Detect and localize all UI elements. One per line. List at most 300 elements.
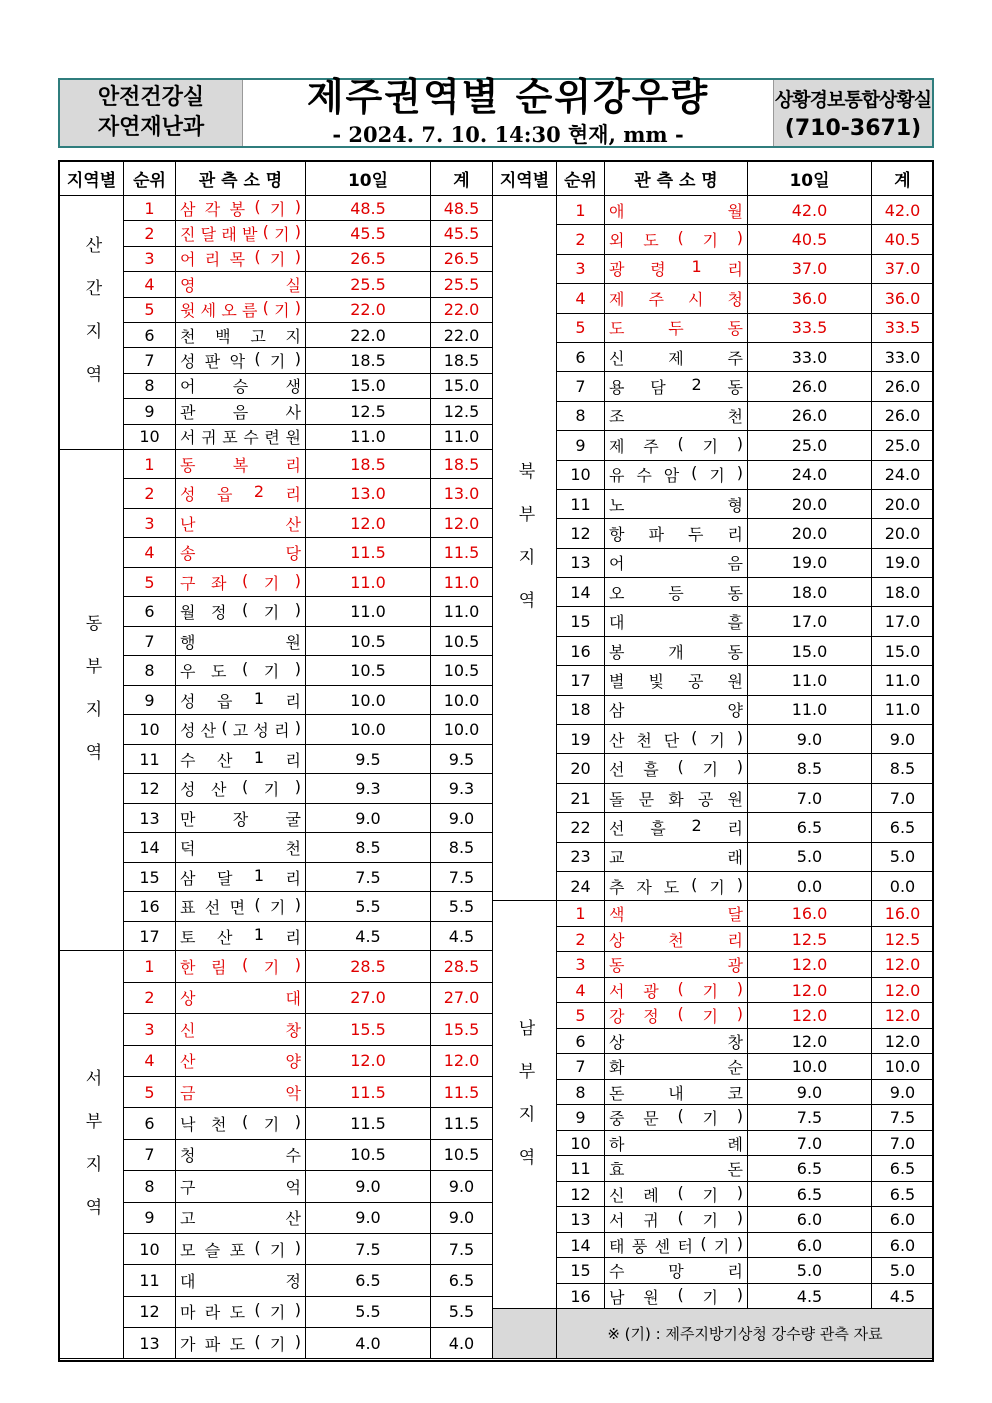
total-rainfall: 12.0 (872, 1003, 934, 1029)
total-rainfall: 26.0 (872, 372, 934, 401)
note-spacer (493, 1309, 557, 1359)
total-header: 계 (872, 162, 934, 196)
total-rainfall: 11.5 (431, 538, 493, 568)
day-rainfall: 17.0 (748, 607, 872, 636)
table-row (60, 833, 493, 863)
station-name: 돈 내 코 (605, 1079, 748, 1105)
day-rainfall: 5.0 (748, 842, 872, 871)
department-line2: 자연재난과 (97, 115, 205, 140)
total-rainfall: 4.0 (431, 1328, 493, 1359)
rank: 23 (557, 842, 605, 871)
table-row (60, 892, 493, 922)
table-row (493, 225, 934, 254)
total-rainfall: 12.0 (872, 952, 934, 978)
table-row (493, 548, 934, 577)
total-rainfall: 8.5 (431, 833, 493, 863)
table-row (493, 431, 934, 460)
station-name: 천 백 고 지 (176, 322, 306, 347)
table-row (493, 695, 934, 724)
day-rainfall: 12.0 (748, 1028, 872, 1054)
total-rainfall: 5.5 (431, 1296, 493, 1327)
total-rainfall: 15.0 (431, 373, 493, 398)
station-name: 하 례 (605, 1130, 748, 1156)
table-row (60, 685, 493, 715)
total-rainfall: 12.5 (431, 399, 493, 424)
day-rainfall: 5.5 (306, 892, 431, 922)
total-rainfall: 17.0 (872, 607, 934, 636)
rank: 12 (557, 1181, 605, 1207)
rank: 15 (124, 862, 176, 892)
rank: 11 (557, 489, 605, 518)
table-row (493, 636, 934, 665)
total-rainfall: 10.0 (431, 715, 493, 745)
day-rainfall: 26.0 (748, 372, 872, 401)
station-name: 토 산 1 리 (176, 921, 306, 951)
day-rainfall: 45.5 (306, 221, 431, 246)
station-name: 화 순 (605, 1054, 748, 1080)
station-name: 신 창 (176, 1014, 306, 1045)
station-name: 성 산 ( 고 성 리 ) (176, 715, 306, 745)
day-rainfall: 22.0 (306, 322, 431, 347)
rank: 4 (124, 538, 176, 568)
total-rainfall: 40.5 (872, 225, 934, 254)
table-row (60, 297, 493, 322)
day-rainfall: 24.0 (748, 460, 872, 489)
station-name: 산 천 단 ( 기 ) (605, 725, 748, 754)
day-rainfall: 5.0 (748, 1258, 872, 1284)
total-rainfall: 15.0 (872, 636, 934, 665)
table-row (60, 626, 493, 656)
day-rainfall: 12.5 (748, 926, 872, 952)
table-row (60, 803, 493, 833)
rank-header: 순위 (124, 162, 176, 196)
table-row (60, 1139, 493, 1170)
total-rainfall: 18.5 (431, 348, 493, 373)
rank: 1 (557, 196, 605, 225)
day-rainfall: 25.0 (748, 431, 872, 460)
total-rainfall: 12.0 (431, 1045, 493, 1076)
table-row (60, 744, 493, 774)
day-rainfall: 11.0 (306, 567, 431, 597)
day-rainfall: 7.5 (306, 1233, 431, 1264)
rank: 8 (557, 1079, 605, 1105)
day-rainfall: 15.0 (748, 636, 872, 665)
table-row (493, 1028, 934, 1054)
table-row (493, 901, 934, 927)
table-row (493, 666, 934, 695)
total-rainfall: 18.5 (431, 449, 493, 479)
rank: 10 (124, 424, 176, 449)
station-name: 상 천 리 (605, 926, 748, 952)
rank: 12 (124, 1296, 176, 1327)
day-rainfall: 22.0 (306, 297, 431, 322)
table-row (493, 926, 934, 952)
total-rainfall: 7.0 (872, 783, 934, 812)
day-rainfall: 15.0 (306, 373, 431, 398)
station-header: 관 측 소 명 (605, 162, 748, 196)
total-rainfall: 18.0 (872, 578, 934, 607)
station-name: 마 라 도 ( 기 ) (176, 1296, 306, 1327)
day-rainfall: 28.5 (306, 951, 431, 982)
rainfall-table-right (492, 161, 934, 1359)
rank: 16 (557, 636, 605, 665)
station-name: 색 달 (605, 901, 748, 927)
rank: 7 (124, 626, 176, 656)
total-rainfall: 45.5 (431, 221, 493, 246)
rank: 21 (557, 783, 605, 812)
table-row (493, 1283, 934, 1309)
rank: 2 (557, 225, 605, 254)
table-row (493, 342, 934, 371)
rank: 4 (124, 1045, 176, 1076)
total-rainfall: 12.5 (872, 926, 934, 952)
table-row (493, 578, 934, 607)
table-row (60, 656, 493, 686)
rank: 9 (124, 685, 176, 715)
table-row (493, 489, 934, 518)
total-rainfall: 6.0 (872, 1207, 934, 1233)
day-rainfall: 4.0 (306, 1328, 431, 1359)
total-rainfall: 12.0 (431, 508, 493, 538)
station-name: 청 수 (176, 1139, 306, 1170)
day-rainfall: 8.5 (306, 833, 431, 863)
day-rainfall: 10.5 (306, 656, 431, 686)
table-row (60, 1108, 493, 1139)
note-row (493, 1309, 934, 1359)
rank: 4 (557, 977, 605, 1003)
total-rainfall: 16.0 (872, 901, 934, 927)
day-rainfall: 15.5 (306, 1014, 431, 1045)
station-name: 조 천 (605, 401, 748, 430)
total-rainfall: 48.5 (431, 196, 493, 221)
total-header: 계 (431, 162, 493, 196)
total-rainfall: 9.0 (431, 1202, 493, 1233)
table-row (60, 272, 493, 297)
table-row (60, 196, 493, 221)
station-name: 삼 달 1 리 (176, 862, 306, 892)
station-name: 효 돈 (605, 1156, 748, 1182)
total-rainfall: 12.0 (872, 977, 934, 1003)
table-row (493, 284, 934, 313)
table-row (60, 221, 493, 246)
title-box (243, 75, 773, 147)
total-rainfall: 15.5 (431, 1014, 493, 1045)
station-name: 항 파 두 리 (605, 519, 748, 548)
day-rainfall: 40.5 (748, 225, 872, 254)
day-rainfall: 5.5 (306, 1296, 431, 1327)
station-name: 우 도 ( 기 ) (176, 656, 306, 686)
table-row (60, 951, 493, 982)
day-rainfall: 27.0 (306, 982, 431, 1013)
station-name: 애 월 (605, 196, 748, 225)
station-name: 교 래 (605, 842, 748, 871)
rank: 11 (124, 744, 176, 774)
day-rainfall: 11.5 (306, 1108, 431, 1139)
region-label: 북부지역 (493, 196, 557, 901)
day-rainfall: 48.5 (306, 196, 431, 221)
total-rainfall: 24.0 (872, 460, 934, 489)
report-header (58, 75, 934, 148)
table-row (493, 783, 934, 812)
rank: 2 (124, 982, 176, 1013)
total-rainfall: 10.0 (431, 685, 493, 715)
rank: 17 (124, 921, 176, 951)
rank: 8 (124, 656, 176, 686)
station-name: 송 당 (176, 538, 306, 568)
station-name: 가 파 도 ( 기 ) (176, 1328, 306, 1359)
station-name: 대 흘 (605, 607, 748, 636)
rank: 5 (124, 297, 176, 322)
day-rainfall: 6.5 (306, 1265, 431, 1296)
department-box (60, 80, 243, 146)
rank: 12 (557, 519, 605, 548)
total-rainfall: 10.0 (872, 1054, 934, 1080)
total-rainfall: 11.0 (431, 424, 493, 449)
table-row (493, 725, 934, 754)
total-rainfall: 11.0 (431, 597, 493, 627)
rank: 10 (557, 1130, 605, 1156)
station-name: 유 수 암 ( 기 ) (605, 460, 748, 489)
total-rainfall: 26.5 (431, 246, 493, 271)
rank: 9 (124, 1202, 176, 1233)
station-name: 구 억 (176, 1171, 306, 1202)
table-row (60, 1233, 493, 1264)
total-rainfall: 22.0 (431, 322, 493, 347)
table-row (493, 1181, 934, 1207)
day-rainfall: 10.0 (748, 1054, 872, 1080)
day-rainfall: 12.0 (306, 1045, 431, 1076)
station-name: 상 대 (176, 982, 306, 1013)
day-rainfall: 20.0 (748, 489, 872, 518)
total-rainfall: 7.0 (872, 1130, 934, 1156)
rank: 11 (124, 1265, 176, 1296)
day-rainfall: 11.0 (748, 695, 872, 724)
rank: 8 (124, 373, 176, 398)
rank: 3 (124, 246, 176, 271)
station-name: 외 도 ( 기 ) (605, 225, 748, 254)
table-row (60, 1171, 493, 1202)
day-rainfall: 9.5 (306, 744, 431, 774)
station-name: 월 정 ( 기 ) (176, 597, 306, 627)
table-row (60, 479, 493, 509)
rank: 1 (557, 901, 605, 927)
station-name: 성 산 ( 기 ) (176, 774, 306, 804)
day-rainfall: 11.0 (748, 666, 872, 695)
total-rainfall: 9.3 (431, 774, 493, 804)
station-name: 선 흘 ( 기 ) (605, 754, 748, 783)
station-name: 제 주 ( 기 ) (605, 431, 748, 460)
total-rainfall: 9.0 (872, 1079, 934, 1105)
table-row (60, 424, 493, 449)
station-name: 노 형 (605, 489, 748, 518)
total-rainfall: 5.0 (872, 1258, 934, 1284)
source-note: ※ (기) : 제주지방기상청 강수량 관측 자료 (557, 1309, 934, 1359)
day-rainfall: 9.0 (306, 1171, 431, 1202)
total-rainfall: 4.5 (872, 1283, 934, 1309)
day-rainfall: 11.5 (306, 1076, 431, 1107)
station-name: 고 산 (176, 1202, 306, 1233)
rank: 5 (557, 1003, 605, 1029)
day-header: 10일 (306, 162, 431, 196)
rank: 5 (557, 313, 605, 342)
rank: 14 (124, 833, 176, 863)
rank: 8 (124, 1171, 176, 1202)
total-rainfall: 25.5 (431, 272, 493, 297)
station-name: 어 승 생 (176, 373, 306, 398)
rank: 4 (124, 272, 176, 297)
station-name: 중 문 ( 기 ) (605, 1105, 748, 1131)
station-name: 수 산 1 리 (176, 744, 306, 774)
station-name: 만 장 굴 (176, 803, 306, 833)
region-label: 산간지역 (60, 196, 124, 450)
station-name: 영 실 (176, 272, 306, 297)
station-name: 상 창 (605, 1028, 748, 1054)
day-rainfall: 10.5 (306, 1139, 431, 1170)
table-row (60, 322, 493, 347)
station-name: 삼 양 (605, 695, 748, 724)
office-phone: (710-3671) (784, 116, 922, 141)
table-row (493, 1130, 934, 1156)
station-name: 표 선 면 ( 기 ) (176, 892, 306, 922)
day-rainfall: 12.0 (748, 952, 872, 978)
station-name: 신 례 ( 기 ) (605, 1181, 748, 1207)
day-rainfall: 18.5 (306, 449, 431, 479)
rank: 12 (124, 774, 176, 804)
header-row (493, 162, 934, 196)
table-row (60, 1045, 493, 1076)
station-name: 성 읍 1 리 (176, 685, 306, 715)
region-label: 동부지역 (60, 449, 124, 951)
day-rainfall: 18.0 (748, 578, 872, 607)
table-row (60, 538, 493, 568)
table-row (60, 1265, 493, 1296)
station-name: 윗 세 오 름 ( 기 ) (176, 297, 306, 322)
rank: 19 (557, 725, 605, 754)
station-name: 한 림 ( 기 ) (176, 951, 306, 982)
total-rainfall: 27.0 (431, 982, 493, 1013)
total-rainfall: 20.0 (872, 519, 934, 548)
total-rainfall: 6.5 (872, 1181, 934, 1207)
day-rainfall: 20.0 (748, 519, 872, 548)
day-rainfall: 10.5 (306, 626, 431, 656)
station-name: 구 좌 ( 기 ) (176, 567, 306, 597)
day-rainfall: 7.5 (748, 1105, 872, 1131)
total-rainfall: 13.0 (431, 479, 493, 509)
rank: 6 (124, 597, 176, 627)
station-name: 돌 문 화 공 원 (605, 783, 748, 812)
day-rainfall: 10.0 (306, 715, 431, 745)
day-rainfall: 12.0 (748, 977, 872, 1003)
total-rainfall: 28.5 (431, 951, 493, 982)
table-row (493, 196, 934, 225)
table-row (60, 1076, 493, 1107)
station-name: 용 담 2 동 (605, 372, 748, 401)
day-header: 10일 (748, 162, 872, 196)
day-rainfall: 9.3 (306, 774, 431, 804)
rank: 11 (557, 1156, 605, 1182)
table-row (60, 921, 493, 951)
day-rainfall: 4.5 (748, 1283, 872, 1309)
day-rainfall: 4.5 (306, 921, 431, 951)
table-row (493, 1003, 934, 1029)
total-rainfall: 42.0 (872, 196, 934, 225)
table-row (60, 1014, 493, 1045)
station-name: 동 광 (605, 952, 748, 978)
station-name: 수 망 리 (605, 1258, 748, 1284)
total-rainfall: 11.5 (431, 1076, 493, 1107)
total-rainfall: 6.5 (872, 1156, 934, 1182)
table-row (493, 1207, 934, 1233)
rank: 6 (124, 322, 176, 347)
rank: 16 (124, 892, 176, 922)
total-rainfall: 8.5 (872, 754, 934, 783)
day-rainfall: 42.0 (748, 196, 872, 225)
rainfall-table-left (59, 161, 493, 1359)
day-rainfall: 12.0 (748, 1003, 872, 1029)
department-line1: 안전건강실 (97, 85, 205, 110)
day-rainfall: 26.0 (748, 401, 872, 430)
station-name: 금 악 (176, 1076, 306, 1107)
rank: 4 (557, 284, 605, 313)
table-row (493, 401, 934, 430)
rank: 10 (124, 1233, 176, 1264)
total-rainfall: 9.5 (431, 744, 493, 774)
total-rainfall: 33.0 (872, 342, 934, 371)
region-header: 지역별 (60, 162, 124, 196)
table-row (493, 519, 934, 548)
total-rainfall: 5.0 (872, 842, 934, 871)
table-row (60, 862, 493, 892)
station-name: 강 정 ( 기 ) (605, 1003, 748, 1029)
station-name: 서 귀 포 수 련 원 (176, 424, 306, 449)
station-name: 광 령 1 리 (605, 254, 748, 283)
station-name: 어 음 (605, 548, 748, 577)
station-name: 행 원 (176, 626, 306, 656)
table-row (493, 1105, 934, 1131)
office-name: 상황경보통합상황실 (774, 89, 932, 111)
table-row (60, 348, 493, 373)
station-name: 추 자 도 ( 기 ) (605, 871, 748, 900)
table-row (493, 1054, 934, 1080)
region-header: 지역별 (493, 162, 557, 196)
day-rainfall: 26.5 (306, 246, 431, 271)
table-row (60, 774, 493, 804)
total-rainfall: 6.5 (431, 1265, 493, 1296)
total-rainfall: 7.5 (872, 1105, 934, 1131)
rank: 7 (557, 372, 605, 401)
total-rainfall: 12.0 (872, 1028, 934, 1054)
day-rainfall: 6.0 (748, 1232, 872, 1258)
table-row (60, 449, 493, 479)
table-row (60, 399, 493, 424)
rank: 5 (124, 567, 176, 597)
day-rainfall: 19.0 (748, 548, 872, 577)
total-rainfall: 11.0 (872, 695, 934, 724)
table-row (493, 313, 934, 342)
day-rainfall: 25.5 (306, 272, 431, 297)
rank: 24 (557, 871, 605, 900)
day-rainfall: 37.0 (748, 254, 872, 283)
table-row (60, 1328, 493, 1359)
station-name: 어 리 목 ( 기 ) (176, 246, 306, 271)
rank: 9 (124, 399, 176, 424)
rank: 1 (124, 951, 176, 982)
station-name: 모 슬 포 ( 기 ) (176, 1233, 306, 1264)
rank: 6 (557, 1028, 605, 1054)
total-rainfall: 11.5 (431, 1108, 493, 1139)
rank: 3 (124, 508, 176, 538)
station-header: 관 측 소 명 (176, 162, 306, 196)
